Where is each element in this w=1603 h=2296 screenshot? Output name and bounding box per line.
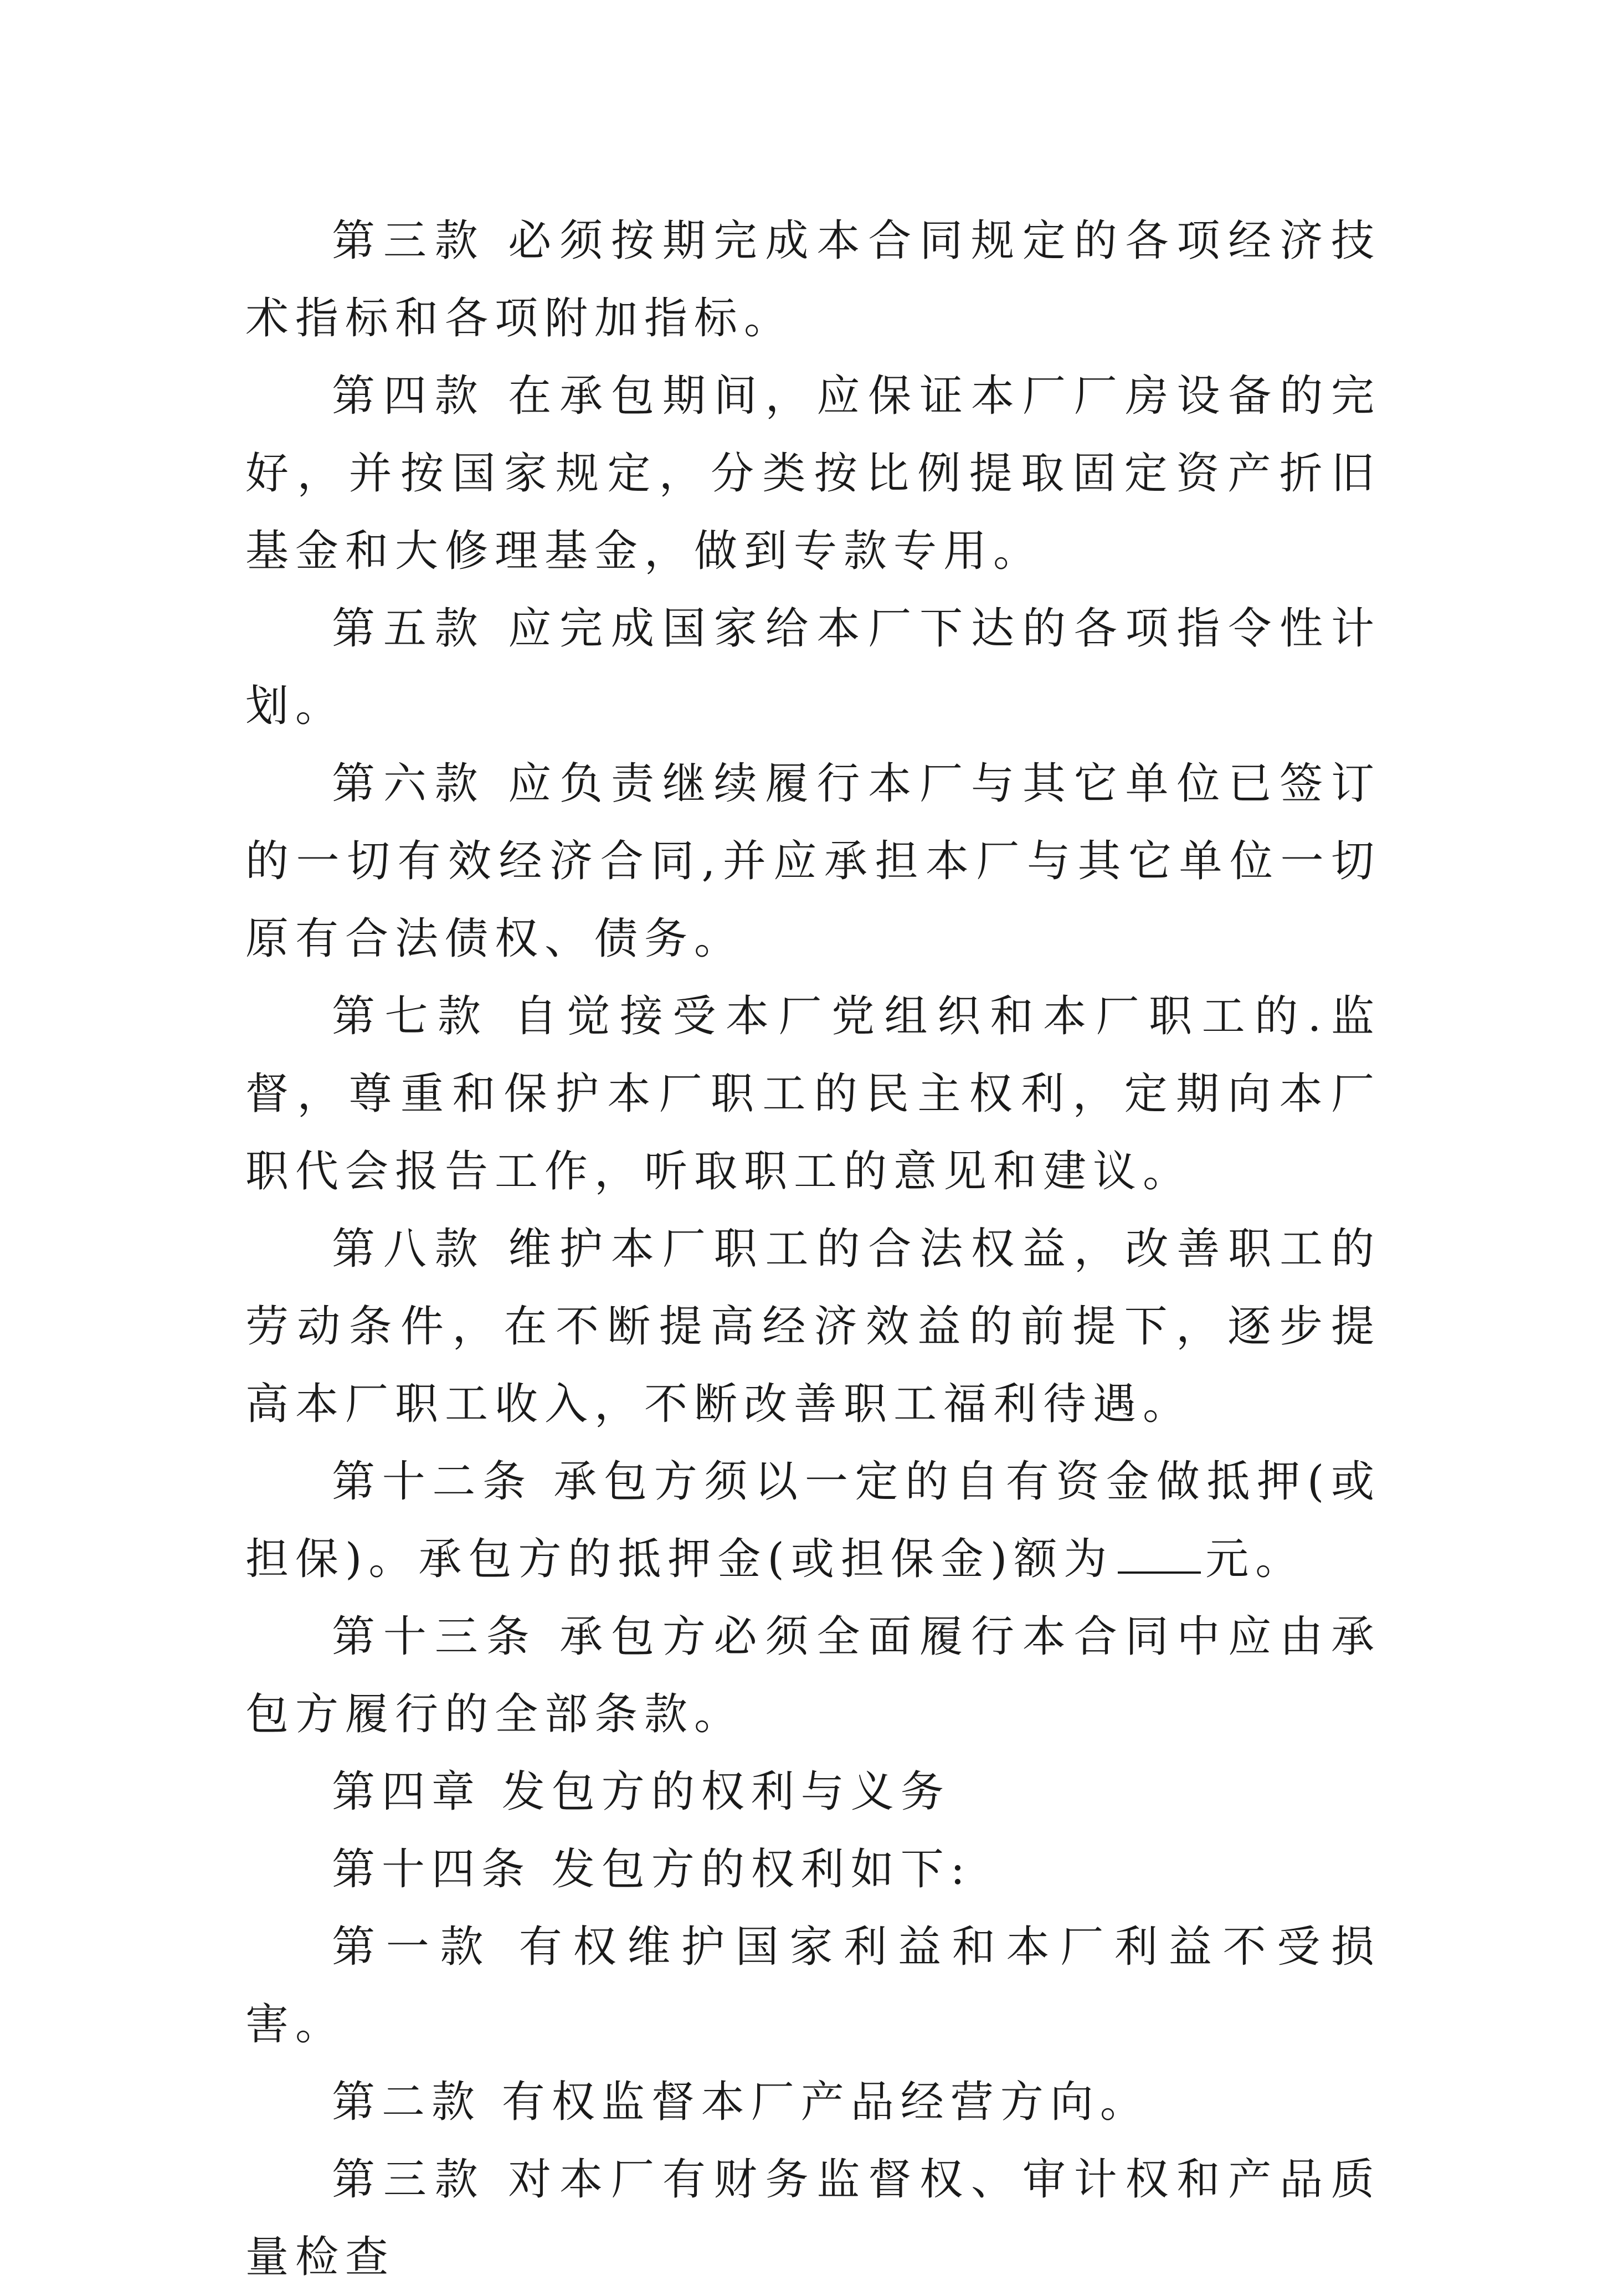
deposit-clause-paragraph bbox=[245, 1443, 1381, 1598]
article-heading: 第十四条 发包方的权利如下: bbox=[332, 1845, 972, 1894]
clause-paragraph: 第七款 自觉接受本厂党组织和本厂职工的.监督，尊重和保护本厂职工的民主权利，定期向本厂职代会报告工作，听取职工的意见和建议。 bbox=[245, 992, 1381, 1196]
clause-paragraph: 第三款 对本厂有财务监督权、审计权和产品质量检查 bbox=[245, 2155, 1381, 2282]
clause-paragraph: 第六款 应负责继续履行本厂与其它单位已签订的一切有效经济合同,并应承担本厂与其它单位一切原有合法债权、债务。 bbox=[245, 759, 1381, 964]
document-body bbox=[245, 202, 1381, 2296]
chapter-heading: 第四章 发包方的权利与义务 bbox=[332, 1767, 951, 1817]
clause-paragraph: 第四款 在承包期间，应保证本厂厂房设备的完好，并按国家规定，分类按比例提取固定资产折旧基金和大修理基金，做到专款专用。 bbox=[245, 371, 1381, 576]
clause-paragraph: 第五款 应完成国家给本厂下达的各项指令性计划。 bbox=[245, 604, 1381, 731]
clause-paragraph: 第八款 维护本厂职工的合法权益，改善职工的劳动条件，在不断提高经济效益的前提下，逐步提高本厂职工收入，不断改善职工福利待遇。 bbox=[245, 1224, 1381, 1429]
clause-paragraph: 第十三条 承包方必须全面履行本合同中应由承包方履行的全部条款。 bbox=[245, 1612, 1381, 1739]
clause-paragraph: 第一款 有权维护国家利益和本厂利益不受损害。 bbox=[245, 1922, 1381, 2050]
clause-paragraph: 第二款 有权监督本厂产品经营方向。 bbox=[332, 2077, 1150, 2127]
amount-blank-field bbox=[1118, 1536, 1201, 1574]
deposit-clause-unit: 元。 bbox=[1205, 1534, 1306, 1584]
clause-paragraph: 第三款 必须按期完成本合同规定的各项经济技术指标和各项附加指标。 bbox=[245, 216, 1381, 343]
deposit-clause-text: 第十二条 承包方须以一定的自有资金做抵押(或担保)。承包方的抵押金(或担保金)额为 bbox=[245, 1457, 1381, 1584]
